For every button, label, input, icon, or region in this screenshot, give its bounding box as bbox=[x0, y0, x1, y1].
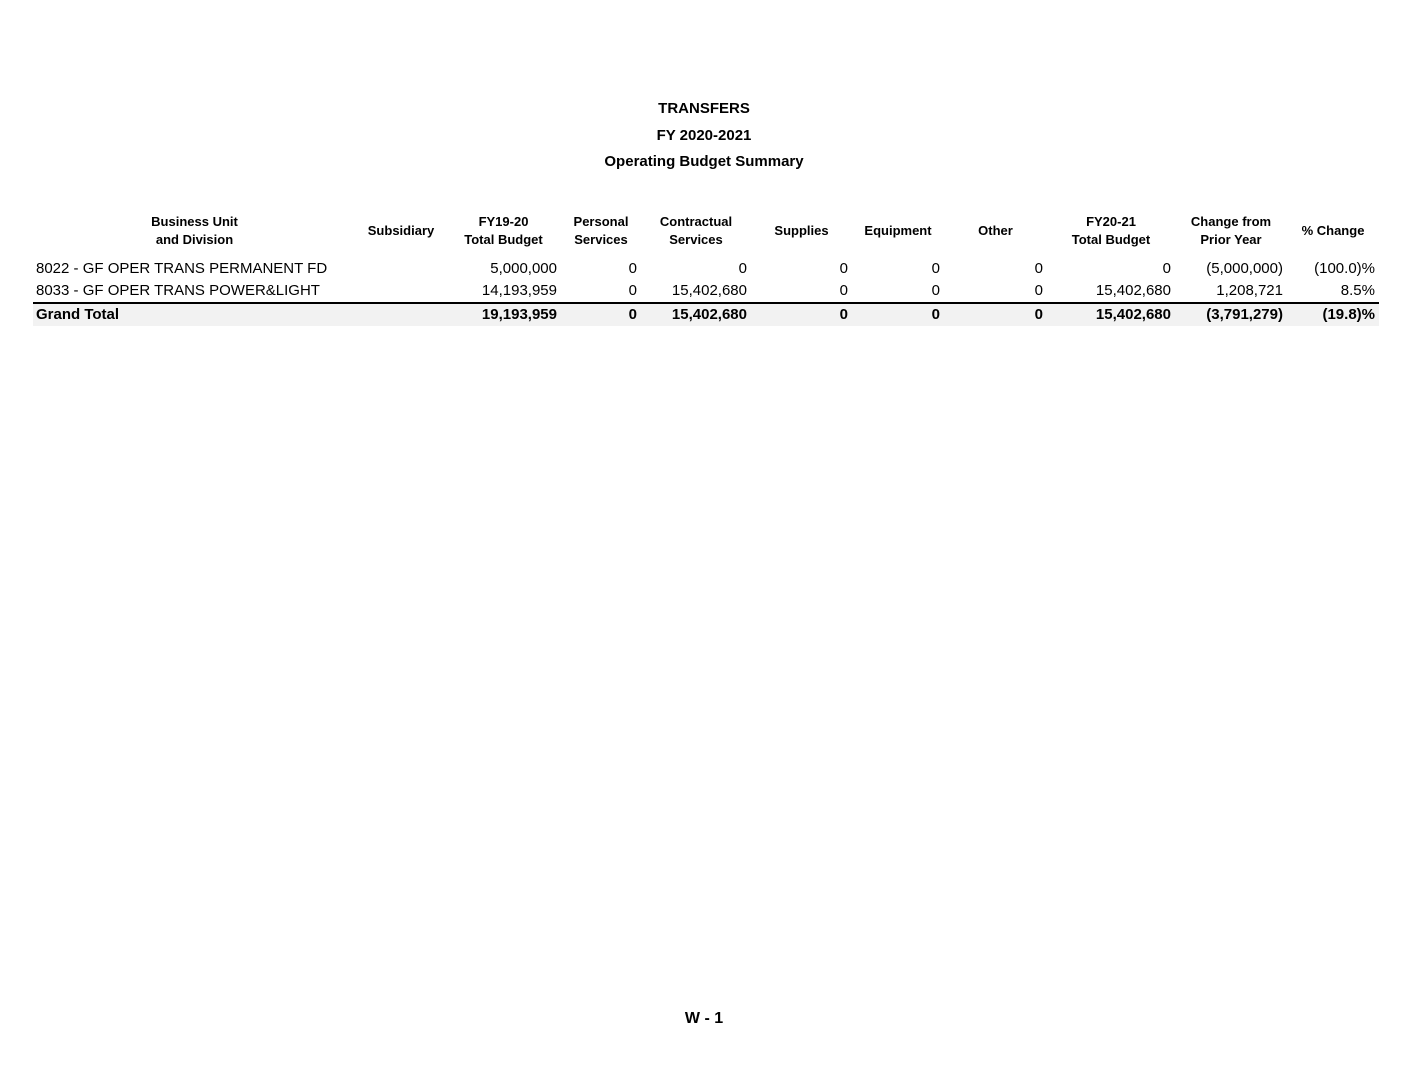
fy1920-total-cell: 5,000,000 bbox=[490, 260, 557, 277]
personal-services-cell: 0 bbox=[628, 282, 637, 299]
report-subtitle: Operating Budget Summary bbox=[604, 153, 804, 170]
col-fy1920-total-header: FY19-20 Total Budget bbox=[464, 214, 543, 247]
col-change-header: Change from Prior Year bbox=[1190, 214, 1272, 247]
change-cell: (3,791,279) bbox=[1175, 303, 1287, 326]
fy1920-total-cell: 14,193,959 bbox=[481, 282, 557, 299]
pct-change-cell: (19.8)% bbox=[1287, 303, 1379, 326]
change-cell: (5,000,000) bbox=[1206, 260, 1283, 277]
grand-total-row bbox=[33, 303, 1379, 326]
supplies-cell: 0 bbox=[839, 282, 848, 299]
supplies-cell: 0 bbox=[751, 303, 852, 326]
page-number: W - 1 bbox=[684, 1010, 724, 1027]
table-header-row bbox=[33, 210, 1379, 252]
contractual-services-cell: 15,402,680 bbox=[641, 303, 751, 326]
business-unit-cell: 8022 - GF OPER TRANS PERMANENT FD bbox=[36, 260, 328, 277]
col-business-unit-header: Business Unit and Division bbox=[151, 214, 238, 247]
supplies-cell: 0 bbox=[839, 260, 848, 277]
col-personal-services-header: Personal Services bbox=[573, 214, 629, 247]
business-unit-cell: 8033 - GF OPER TRANS POWER&LIGHT bbox=[36, 282, 320, 299]
col-supplies-header: Supplies bbox=[774, 223, 829, 238]
col-equipment-header: Equipment bbox=[864, 223, 932, 238]
budget-summary-table bbox=[33, 210, 1379, 326]
col-pct-change-header: % Change bbox=[1301, 223, 1365, 238]
grand-total-label: Grand Total bbox=[33, 303, 356, 326]
fiscal-year: FY 2020-2021 bbox=[656, 126, 752, 144]
table-row bbox=[33, 258, 1379, 280]
fy1920-total-cell: 19,193,959 bbox=[446, 303, 561, 326]
subsidiary-cell bbox=[356, 303, 446, 326]
equipment-cell: 0 bbox=[931, 282, 940, 299]
equipment-cell: 0 bbox=[852, 303, 944, 326]
personal-services-cell: 0 bbox=[628, 260, 637, 277]
col-subsidiary-header: Subsidiary bbox=[367, 223, 435, 238]
pct-change-cell: (100.0)% bbox=[1314, 260, 1375, 277]
other-cell: 0 bbox=[944, 303, 1047, 326]
col-fy2021-total-header: FY20-21 Total Budget bbox=[1071, 214, 1151, 247]
col-contractual-services-header: Contractual Services bbox=[659, 214, 733, 247]
change-cell: 1,208,721 bbox=[1216, 282, 1283, 299]
personal-services-cell: 0 bbox=[561, 303, 641, 326]
other-cell: 0 bbox=[1034, 282, 1043, 299]
fy2021-total-cell: 15,402,680 bbox=[1047, 303, 1175, 326]
pct-change-cell: 8.5% bbox=[1340, 282, 1375, 299]
col-other-header: Other bbox=[978, 223, 1013, 238]
contractual-services-cell: 15,402,680 bbox=[671, 282, 747, 299]
subsidiary-cell bbox=[356, 258, 446, 280]
table-row bbox=[33, 280, 1379, 303]
equipment-cell: 0 bbox=[931, 260, 940, 277]
fy2021-total-cell: 15,402,680 bbox=[1095, 282, 1171, 299]
other-cell: 0 bbox=[1034, 260, 1043, 277]
report-title: TRANSFERS bbox=[658, 100, 750, 117]
contractual-services-cell: 0 bbox=[738, 260, 747, 277]
fy2021-total-cell: 0 bbox=[1162, 260, 1171, 277]
subsidiary-cell bbox=[356, 280, 446, 303]
report-header bbox=[0, 99, 1408, 179]
